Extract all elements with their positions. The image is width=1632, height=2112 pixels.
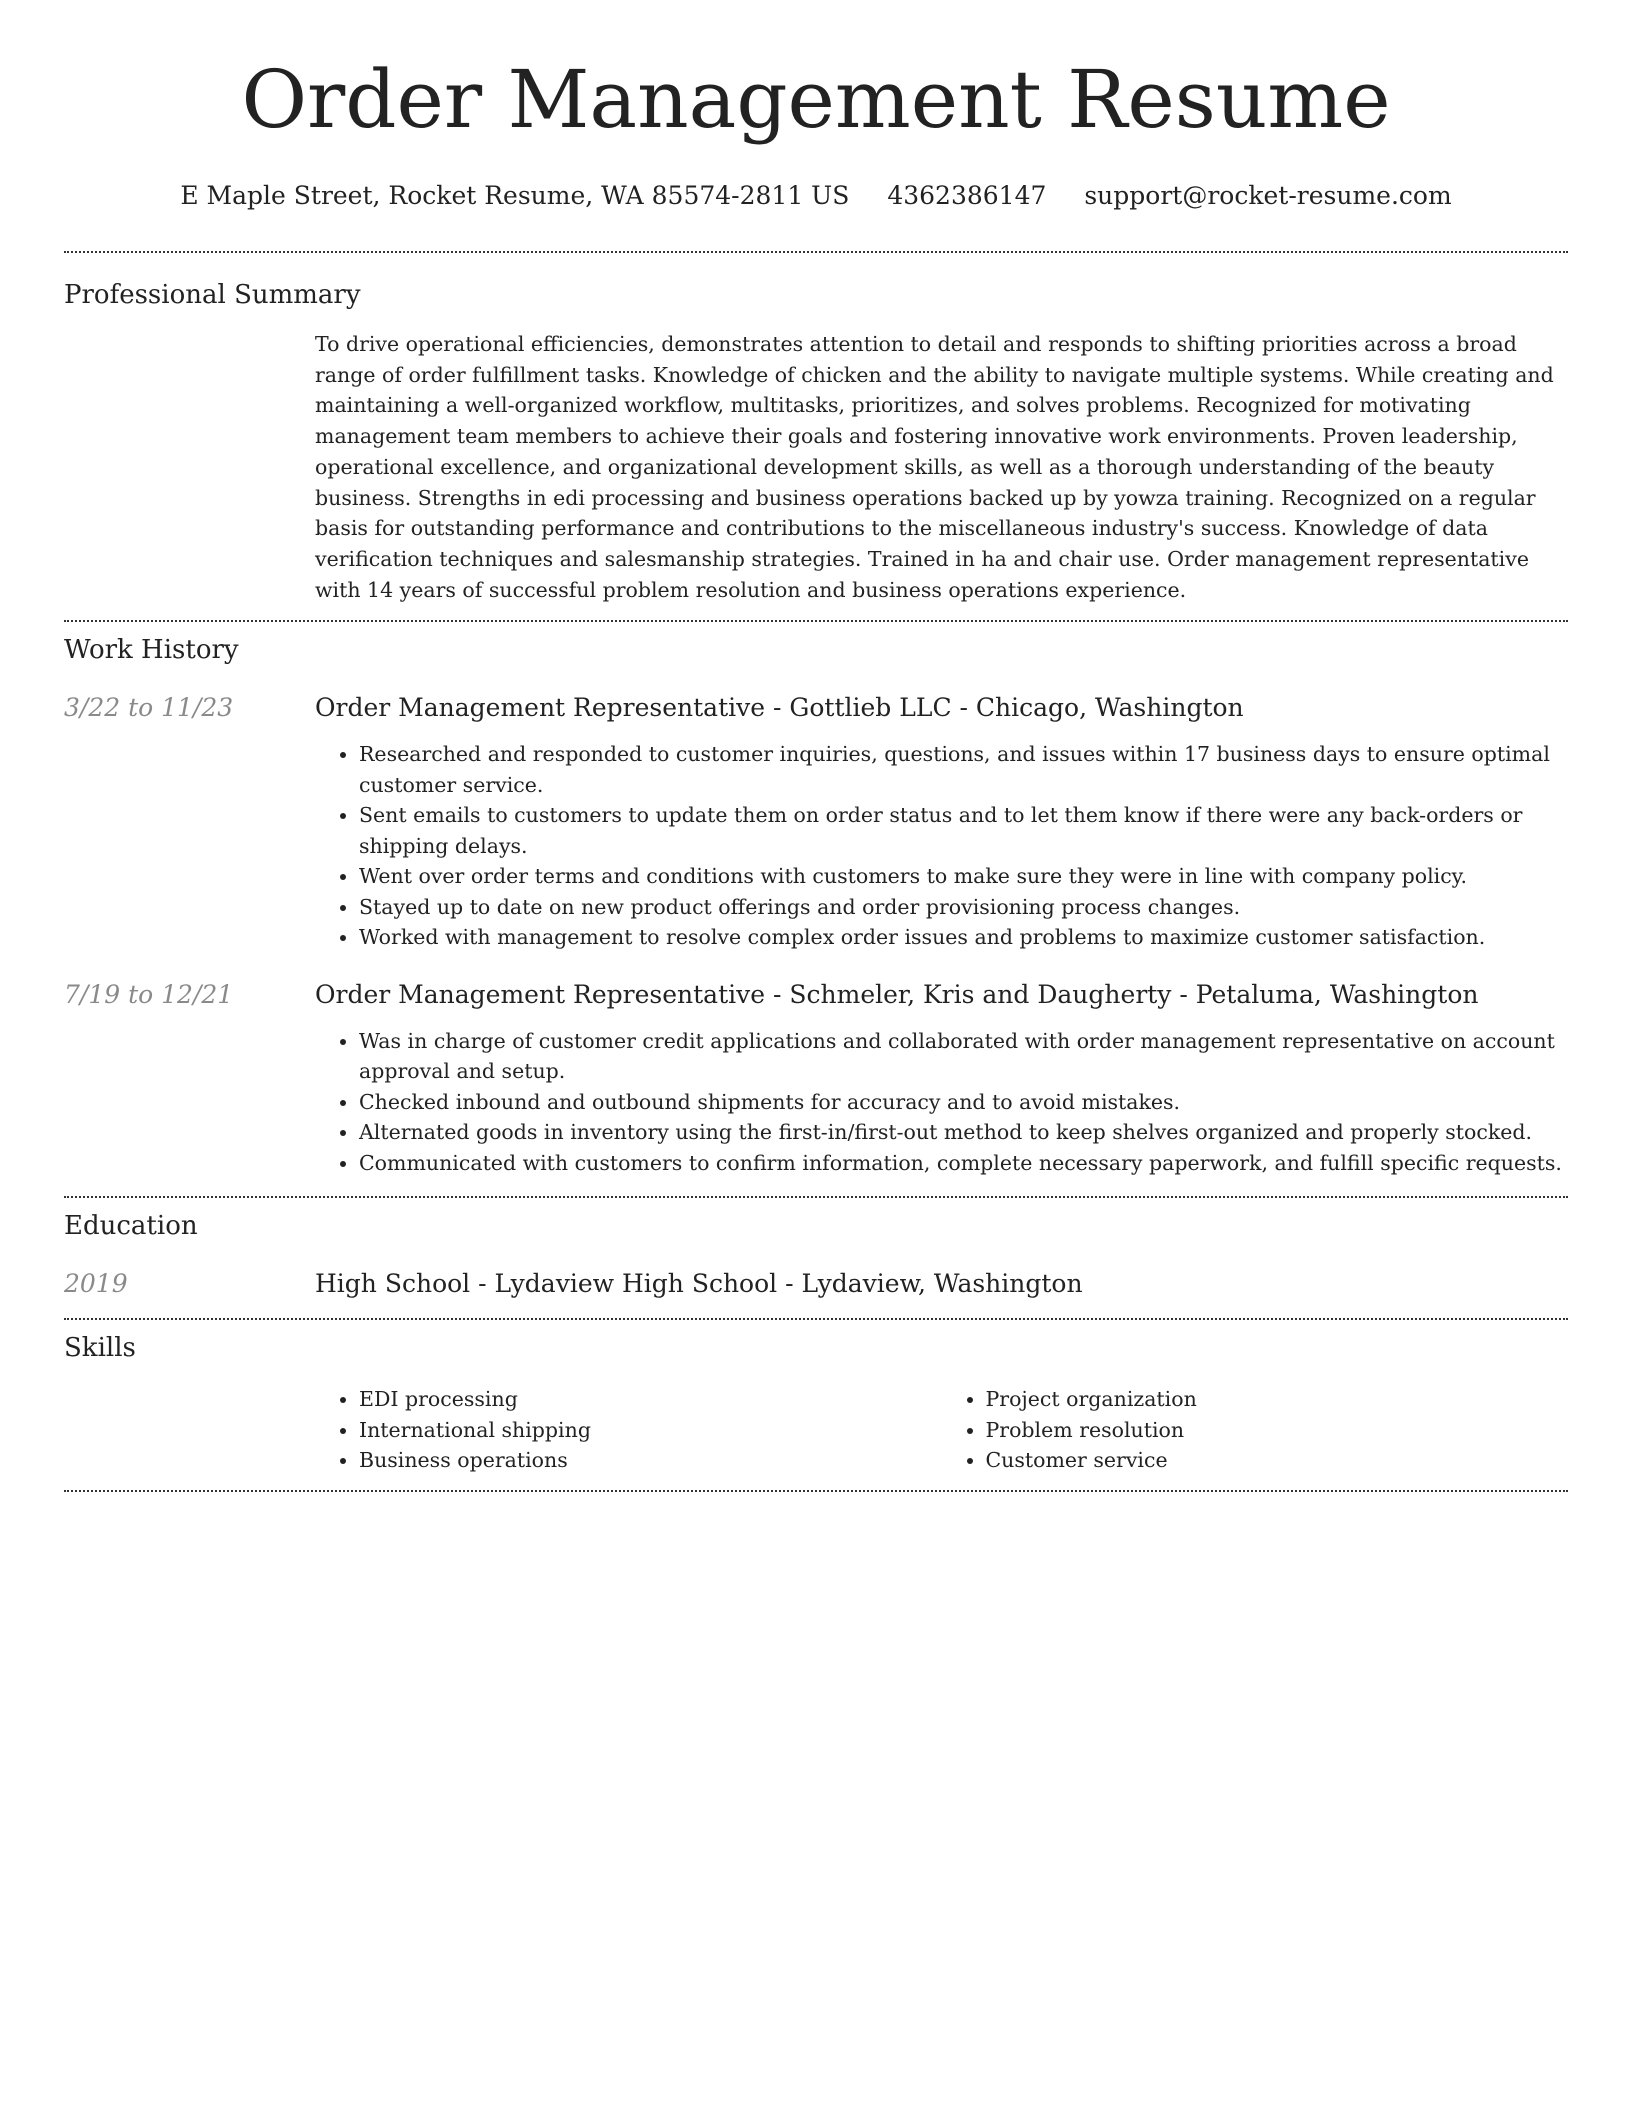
skill-item: • Customer service	[986, 1445, 1569, 1476]
job-bullet: • Was in charge of customer credit applications and collaborated with order management representative on account approval and setup.	[359, 1026, 1568, 1087]
work-history-section	[64, 622, 1568, 1178]
candidate-name: Order Management Resume	[241, 53, 1391, 146]
skill-item: • EDI processing	[359, 1384, 942, 1415]
job-dates: 7/19 to 12/21	[64, 979, 234, 1009]
skills-list-right	[942, 1384, 1569, 1476]
education-date: 2019	[64, 1269, 128, 1299]
job-bullet: • Researched and responded to customer inquiries, questions, and issues within 17 business days to ensure optimal customer service.	[359, 739, 1568, 800]
education-heading: High School - Lydaview High School - Lydaview, Washington	[315, 1269, 1083, 1299]
summary-title: Professional Summary	[64, 280, 361, 310]
skill-item: • International shipping	[359, 1415, 942, 1446]
resume-header	[64, 0, 1568, 214]
section-divider	[64, 1490, 1568, 1492]
education-title: Education	[64, 1211, 198, 1242]
skill-item: • Problem resolution	[986, 1415, 1569, 1446]
contact-email: support@rocket-resume.com	[1084, 181, 1452, 210]
contact-line	[64, 178, 1568, 214]
education-section	[64, 1198, 1568, 1302]
skill-item: • Business operations	[359, 1445, 942, 1476]
summary-section	[64, 253, 1568, 605]
job-heading: Order Management Representative - Gottlieb LLC - Chicago, Washington	[315, 693, 1244, 723]
skills-spacer	[64, 1384, 315, 1476]
job-bullets	[315, 1026, 1568, 1179]
contact-phone: 4362386147	[887, 181, 1047, 210]
skills-title: Skills	[64, 1333, 136, 1364]
job-bullets	[315, 739, 1568, 953]
job-bullet: • Checked inbound and outbound shipments for accuracy and to avoid mistakes.	[359, 1087, 1568, 1118]
job-heading: Order Management Representative - Schmeler, Kris and Daugherty - Petaluma, Washington	[315, 979, 1479, 1009]
job-bullet: • Worked with management to resolve complex order issues and problems to maximize customer satisfaction.	[359, 922, 1568, 953]
skills-list-left	[315, 1384, 942, 1476]
skills-section	[64, 1320, 1568, 1476]
job-entry	[64, 690, 1568, 953]
job-dates: 3/22 to 11/23	[64, 693, 234, 723]
education-entry	[64, 1266, 1568, 1302]
summary-spacer	[64, 329, 315, 605]
job-bullet: • Sent emails to customers to update them on order status and to let them know if there were any back-orders or shipping delays.	[359, 800, 1568, 861]
job-bullet: • Communicated with customers to confirm information, complete necessary paperwork, and fulfill specific requests.	[359, 1148, 1568, 1179]
summary-text: To drive operational efficiencies, demonstrates attention to detail and responds to shifting priorities across a broad range of order fulfillment tasks. Knowledge of chicken and the ability to navigate multiple systems. While creating and maintaining a well-organized workflow, multitasks, prioritizes, and solves problems. Recognized for motivating management team members to achieve their goals and fostering innovative work environments. Proven leadership, operational excellence, and organizational development skills, as well as a thorough understanding of the beauty business. Strengths in edi processing and business operations backed up by yowza training. Recognized on a regular basis for outstanding performance and contributions to the miscellaneous industry's success. Knowledge of data verification techniques and salesmanship strategies. Trained in ha and chair use. Order management representative with 14 years of successful problem resolution and business operations experience.	[315, 332, 1554, 602]
skill-item: • Project organization	[986, 1384, 1569, 1415]
job-bullet: • Went over order terms and conditions with customers to make sure they were in line with company policy.	[359, 861, 1568, 892]
job-bullet: • Alternated goods in inventory using the first-in/first-out method to keep shelves organized and properly stocked.	[359, 1117, 1568, 1148]
work-history-title: Work History	[64, 635, 239, 666]
job-bullet: • Stayed up to date on new product offerings and order provisioning process changes.	[359, 892, 1568, 923]
job-entry	[64, 977, 1568, 1179]
contact-address: E Maple Street, Rocket Resume, WA 85574-2811 US	[180, 181, 850, 210]
